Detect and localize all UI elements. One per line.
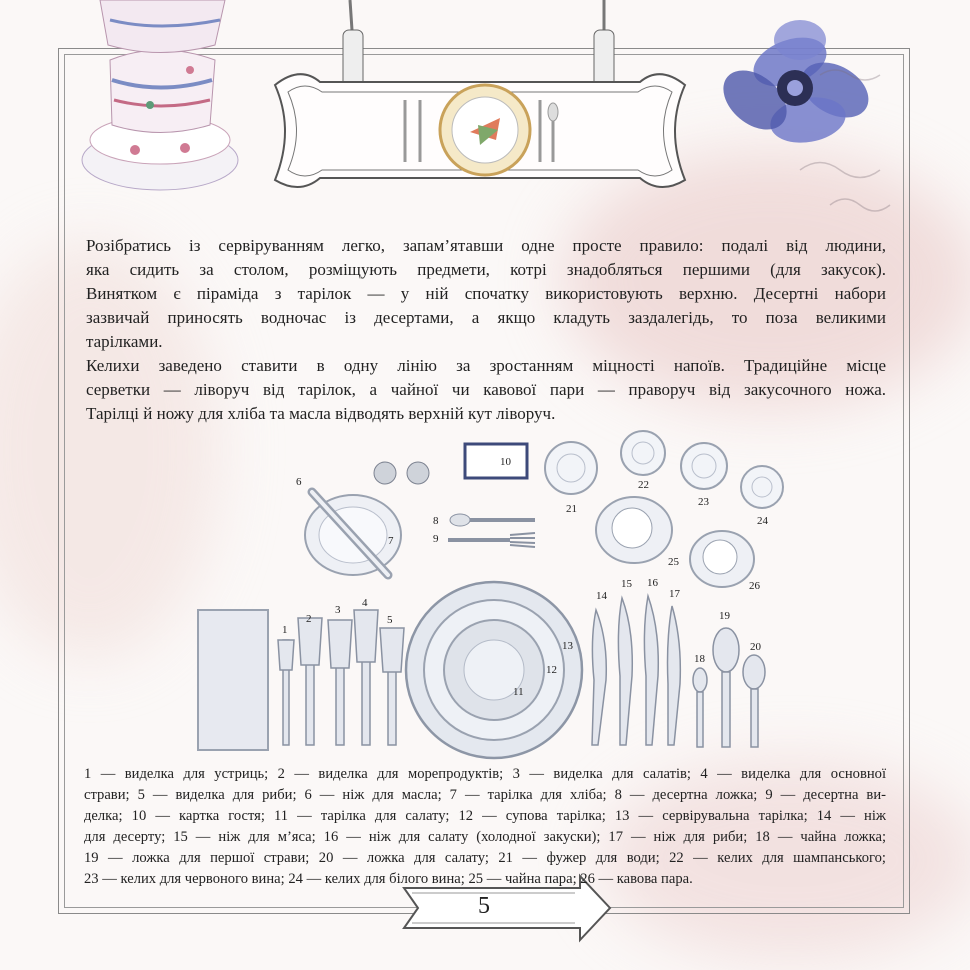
- label-3: 3: [335, 604, 341, 616]
- page-number: 5: [478, 893, 490, 919]
- hanging-sign: [275, 0, 685, 187]
- label-14: 14: [596, 590, 607, 602]
- paragraph-line: Келихи заведено ставити в одну лінію за зростанням міцності напоїв. Традиційне місце: [86, 356, 886, 375]
- paragraph-line: Винятком є піраміда з тарілок — у ній спочатку використовують верхню. Десертні набори: [86, 284, 886, 303]
- label-26: 26: [749, 580, 760, 592]
- label-23: 23: [698, 496, 709, 508]
- label-16: 16: [647, 577, 658, 589]
- coffee-set: [690, 531, 754, 587]
- paragraph-line: Тарілці й ножу для хліба та масла відводять верхній кут ліворуч.: [86, 404, 556, 423]
- anemone-flower: [712, 20, 878, 148]
- knives-group: [592, 596, 680, 745]
- label-11: 11: [513, 686, 524, 698]
- legend-line: делка; 10 — картка гостя; 11 — тарілка для салату; 12 — супова тарілка; 13 — сервірувальна тарілка; 14 — ніж: [84, 808, 886, 824]
- label-17: 17: [669, 588, 680, 600]
- teacups-illustration: [82, 0, 238, 190]
- dessert-fork: [448, 533, 535, 547]
- label-24: 24: [757, 515, 768, 527]
- legend-line: 19 — ложка для першої страви; 20 — ложка для салату; 21 — фужер для води; 22 — келих для шампанського;: [84, 850, 886, 866]
- label-10: 10: [500, 456, 511, 468]
- guest-card: [465, 444, 527, 478]
- paragraph-line: зазвичай приносять водночас із десертами, а якщо кладуть заздалегідь, то поза великими: [86, 308, 886, 327]
- glasses-group: [545, 431, 783, 508]
- napkin: [198, 610, 268, 750]
- tea-set: [596, 497, 672, 563]
- label-21: 21: [566, 503, 577, 515]
- legend-line: 1 — виделка для устриць; 2 — виделка для морепродуктів; 3 — виделка для салатів; 4 — виделка для основної: [84, 766, 886, 782]
- pepper-shaker: [407, 462, 429, 484]
- legend-line: для десерту; 15 — ніж для м’яса; 16 — ніж для салату (холодної закуски); 17 — ніж для риби; 18 — чайна ложка;: [84, 829, 886, 845]
- label-12: 12: [546, 664, 557, 676]
- legend-line: 23 — келих для червоного вина; 24 — келих для білого вина; 25 — чайна пара; 26 — кавова пара.: [84, 871, 693, 887]
- label-13: 13: [562, 640, 573, 652]
- label-5: 5: [387, 614, 393, 626]
- salt-shaker: [374, 462, 396, 484]
- label-1: 1: [282, 624, 288, 636]
- paragraph-line: яка сидить за столом, розміщують предмети, котрі знадобляться першими (для закусок).: [86, 260, 886, 279]
- label-7: 7: [388, 535, 394, 547]
- label-2: 2: [306, 613, 312, 625]
- label-19: 19: [719, 610, 730, 622]
- dessert-spoon: [450, 514, 535, 526]
- forks-group: [278, 610, 404, 745]
- paragraph-line: серветки — ліворуч від тарілок, а чайної чи кавової пари — праворуч від закусочного ножа.: [86, 380, 886, 399]
- label-22: 22: [638, 479, 649, 491]
- label-15: 15: [621, 578, 632, 590]
- label-18: 18: [694, 653, 705, 665]
- legend-line: страви; 5 — виделка для риби; 6 — ніж для масла; 7 — тарілка для хліба; 8 — десертна ложка; 9 — десертна ви-: [84, 787, 886, 803]
- label-6: 6: [296, 476, 302, 488]
- label-9: 9: [433, 533, 439, 545]
- paragraph-line: тарілками.: [86, 332, 163, 351]
- label-20: 20: [750, 641, 761, 653]
- label-4: 4: [362, 597, 368, 609]
- label-8: 8: [433, 515, 439, 527]
- paragraph-line: Розібратись із сервіруванням легко, запам’ятавши одне просте правило: подалі від людини,: [86, 236, 886, 255]
- label-25: 25: [668, 556, 679, 568]
